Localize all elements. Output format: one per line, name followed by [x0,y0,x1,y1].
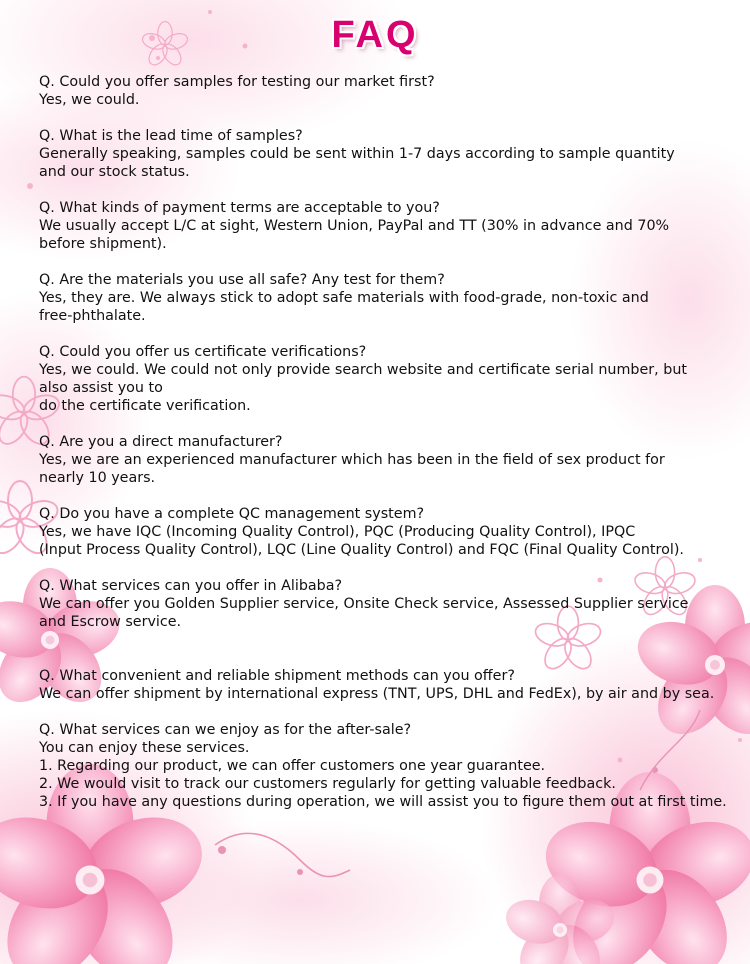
faq-answer-line: Yes, we could. We could not only provide search website and certificate serial number, but [39,362,687,378]
faq-answer-line: 2. We would visit to track our customers regularly for getting valuable feedback. [39,776,616,792]
faq-question: Q. Are you a direct manufacturer? [39,434,283,450]
faq-spacer [39,253,747,271]
faq-answer-line: free-phthalate. [39,308,146,324]
faq-answer-line: You can enjoy these services. [39,740,250,756]
faq-item [39,199,747,271]
faq-answer-line: (Input Process Quality Control), LQC (Line Quality Control) and FQC (Final Quality Control). [39,542,684,558]
faq-spacer [39,649,747,667]
faq-list [39,73,747,811]
faq-question: Q. What is the lead time of samples? [39,128,303,144]
faq-question: Q. What services can we enjoy as for the after-sale? [39,722,412,738]
faq-item [39,73,747,127]
faq-item [39,127,747,199]
faq-question: Q. Are the materials you use all safe? Any test for them? [39,272,445,288]
faq-question: Q. Do you have a complete QC management system? [39,506,425,522]
faq-answer-line: also assist you to [39,380,163,396]
faq-answer-line: We usually accept L/C at sight, Western Union, PayPal and TT (30% in advance and 70% [39,218,670,234]
faq-item [39,343,747,433]
faq-answer-line: and our stock status. [39,164,190,180]
faq-answer-line: before shipment). [39,236,167,252]
faq-spacer [39,703,747,721]
faq-item [39,721,747,811]
faq-answer-line: Yes, we are an experienced manufacturer which has been in the field of sex product for [39,452,665,468]
faq-spacer [39,559,747,577]
faq-question: Q. What convenient and reliable shipment methods can you offer? [39,668,515,684]
faq-item [39,433,747,505]
faq-spacer [39,325,747,343]
faq-spacer [39,487,747,505]
faq-spacer [39,415,747,433]
faq-item [39,271,747,343]
faq-item [39,577,747,667]
faq-answer-line: 3. If you have any questions during operation, we will assist you to figure them out at first time. [39,794,727,810]
faq-question: Q. What services can you offer in Alibaba? [39,578,343,594]
faq-question: Q. Could you offer samples for testing our market first? [39,74,435,90]
faq-answer-line: We can offer you Golden Supplier service, Onsite Check service, Assessed Supplier service [39,596,689,612]
faq-item [39,505,747,577]
faq-spacer [39,181,747,199]
faq-answer-line: do the certificate verification. [39,398,251,414]
faq-answer-line: 1. Regarding our product, we can offer customers one year guarantee. [39,758,546,774]
page-title: FAQ [331,14,419,56]
faq-answer-line: Generally speaking, samples could be sent within 1-7 days according to sample quantity [39,146,675,162]
faq-spacer [39,631,747,649]
faq-answer-line: Yes, they are. We always stick to adopt safe materials with food-grade, non-toxic and [39,290,649,306]
faq-answer-line: nearly 10 years. [39,470,156,486]
faq-answer-line: Yes, we could. [39,92,140,108]
faq-question: Q. What kinds of payment terms are acceptable to you? [39,200,440,216]
faq-spacer [39,109,747,127]
faq-item [39,667,747,721]
faq-answer-line: and Escrow service. [39,614,182,630]
faq-answer-line: Yes, we have IQC (Incoming Quality Control), PQC (Producing Quality Control), IPQC [39,524,636,540]
faq-question: Q. Could you offer us certificate verifications? [39,344,367,360]
faq-answer-line: We can offer shipment by international express (TNT, UPS, DHL and FedEx), by air and by sea. [39,686,715,702]
